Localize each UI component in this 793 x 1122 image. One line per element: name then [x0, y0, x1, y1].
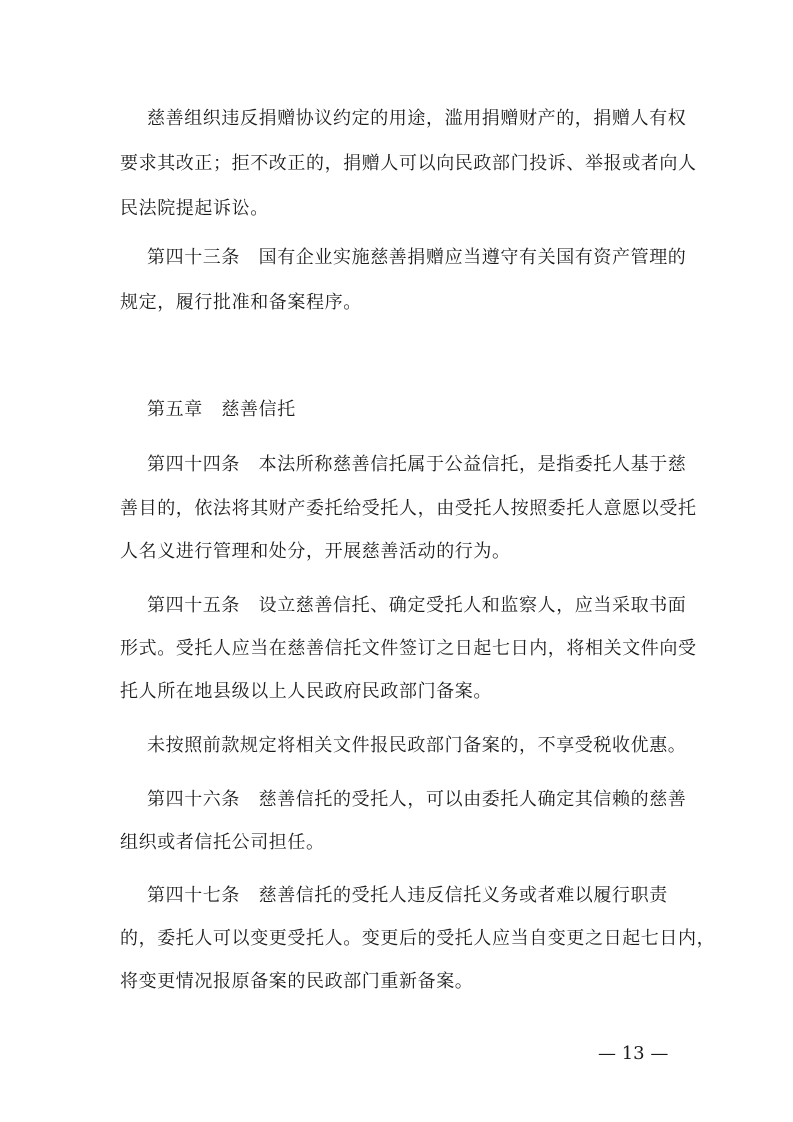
- page-number: — 13 —: [598, 1043, 669, 1064]
- text-line: 规定，履行批准和备案程序。: [120, 292, 362, 313]
- text-line: 慈善组织违反捐赠协议约定的用途，滥用捐赠财产的，捐赠人有权: [147, 108, 687, 129]
- text-line: 将变更情况报原备案的民政部门重新备案。: [120, 971, 474, 992]
- text-line: 第四十六条 慈善信托的受托人，可以由委托人确定其信赖的慈善: [147, 789, 687, 810]
- text-line: 要求其改正；拒不改正的，捐赠人可以向民政部门投诉、举报或者向人: [120, 153, 697, 174]
- text-line: 民法院提起诉讼。: [120, 198, 269, 219]
- text-line: 的，委托人可以变更受托人。变更后的受托人应当自变更之日起七日内，: [120, 928, 716, 949]
- text-line: 第四十七条 慈善信托的受托人违反信托义务或者难以履行职责: [147, 885, 668, 906]
- text-line: 第四十四条 本法所称慈善信托属于公益信托，是指委托人基于慈: [147, 454, 687, 475]
- chapter-heading: 第五章 慈善信托: [147, 399, 296, 420]
- text-line: 人名义进行管理和处分，开展慈善活动的行为。: [120, 541, 511, 562]
- text-line: 第四十五条 设立慈善信托、确定受托人和监察人，应当采取书面: [147, 595, 687, 616]
- text-line: 托人所在地县级以上人民政府民政部门备案。: [120, 681, 492, 702]
- text-line: 组织或者信托公司担任。: [120, 832, 325, 853]
- text-line: 善目的，依法将其财产委托给受托人，由受托人按照委托人意愿以受托: [120, 498, 697, 519]
- text-line: 未按照前款规定将相关文件报民政部门备案的，不享受税收优惠。: [147, 735, 687, 756]
- text-line: 形式。受托人应当在慈善信托文件签订之日起七日内，将相关文件向受: [120, 638, 697, 659]
- text-line: 第四十三条 国有企业实施慈善捐赠应当遵守有关国有资产管理的: [147, 247, 687, 268]
